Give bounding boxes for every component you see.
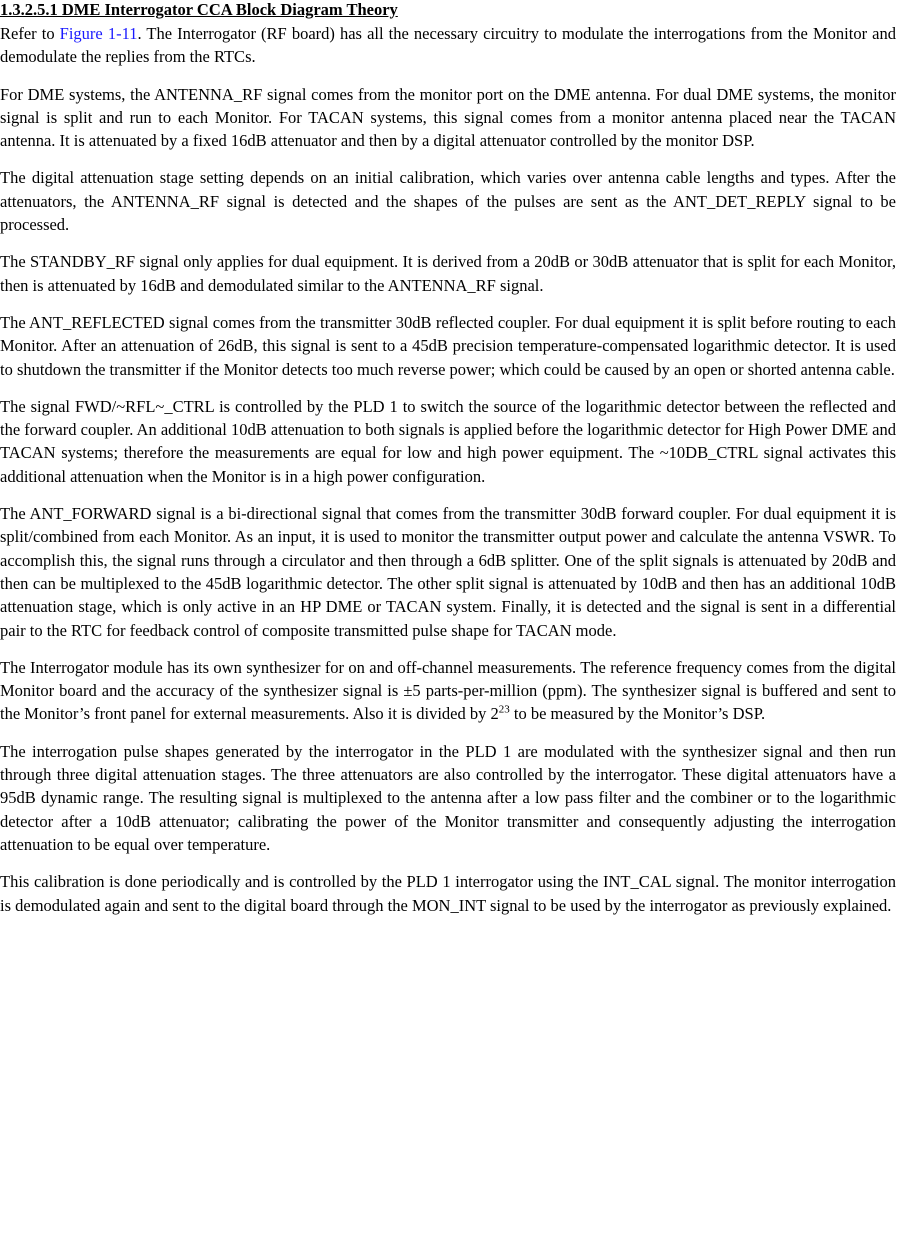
exponent-superscript: 23 — [498, 703, 510, 716]
synthesizer-text: The Interrogator module has its own synthesizer for on and off-channel measurements. The reference frequency comes from the digital Monitor board and the accuracy of the synthesizer signal is ±5 parts-per-million (ppm). The synthesizer signal is buffered and sent to the Monitor’s front panel for external measurements. Also it is divided by 2 — [0, 657, 896, 724]
synthesizer-text-tail: to be measured by the Monitor’s DSP. — [509, 704, 766, 724]
section-heading: 1.3.2.5.1 DME Interrogator CCA Block Diagram Theory — [0, 0, 398, 19]
paragraph-antenna-rf: For DME systems, the ANTENNA_RF signal comes from the monitor port on the DME antenna. For dual DME systems, the monitor signal is split and run to each Monitor. For TACAN systems, this signal comes from a monitor antenna placed near the TACAN antenna. It is attenuated by a fixed 16dB attenuator and then by a digital attenuator controlled by the monitor DSP. — [0, 84, 896, 151]
paragraph-interrogation-pulses: The interrogation pulse shapes generated by the interrogator in the PLD 1 are modulated with the synthesizer signal and then run through three digital attenuation stages. The three attenuators are also controlled by the interrogator. These digital attenuators have a 95dB dynamic range. The resulting signal is multiplexed to the antenna after a low pass filter and the combiner or to the logarithmic detector after a 10dB attenuator; calibrating the power of the Monitor transmitter and consequently adjusting the interrogation attenuation to be equal over temperature. — [0, 741, 896, 854]
paragraph-standby-rf: The STANDBY_RF signal only applies for dual equipment. It is derived from a 20dB or 30dB attenuator that is split for each Monitor, then is attenuated by 16dB and demodulated similar to the ANTENNA_RF signal. — [0, 252, 896, 295]
paragraph-synthesizer — [0, 656, 896, 726]
paragraph-fwd-rfl-ctrl: The signal FWD/~RFL~_CTRL is controlled by the PLD 1 to switch the source of the logarithmic detector between the reflected and the forward coupler. An additional 10dB attenuation to both signals is applied before the logarithmic detector for High Power DME and TACAN systems; therefore the measurements are equal for low and high power equipment. The ~10DB_CTRL signal activates this additional attenuation when the Monitor is in a high power configuration. — [0, 396, 896, 486]
paragraph-intro — [0, 22, 896, 69]
intro-text-start: Refer to — [0, 24, 60, 43]
paragraph-int-cal: This calibration is done periodically and is controlled by the PLD 1 interrogator using the INT_CAL signal. The monitor interrogation is demodulated again and sent to the digital board through the MON_INT signal to be used by the interrogator as previously explained. — [0, 872, 896, 915]
paragraph-calibration-stage: The digital attenuation stage setting depends on an initial calibration, which varies over antenna cable lengths and types. After the attenuators, the ANTENNA_RF signal is detected and the shapes of the pulses are sent as the ANT_DET_REPLY signal to be processed. — [0, 168, 896, 235]
intro-text-end: . The Interrogator (RF board) has all the necessary circuitry to modulate the interrogations from the Monitor and demodulate the replies from the RTCs. — [0, 24, 896, 67]
figure-reference-link[interactable]: Figure 1-11 — [59, 24, 138, 43]
paragraph-ant-reflected: The ANT_REFLECTED signal comes from the transmitter 30dB reflected coupler. For dual equipment it is split before routing to each Monitor. After an attenuation of 26dB, this signal is sent to a 45dB precision temperature-compensated logarithmic detector. It is used to shutdown the transmitter if the Monitor detects too much reverse power; which could be caused by an open or shorted antenna cable. — [0, 312, 896, 379]
paragraph-ant-forward: The ANT_FORWARD signal is a bi-directional signal that comes from the transmitter 30dB forward coupler. For dual equipment it is split/combined from each Monitor. As an input, it is used to monitor the transmitter output power and calculate the antenna VSWR. To accomplish this, the signal runs through a circulator and then through a 6dB splitter. One of the split signals is attenuated by 20dB and then can be multiplexed to the 45dB logarithmic detector. The other split signal is attenuated by 10dB and then has an additional 10dB attenuation stage, which is only active in an HP DME or TACAN system. Finally, it is detected and the signal is sent in a differential pair to the RTC for feedback control of composite transmitted pulse shape for TACAN mode. — [0, 504, 896, 640]
